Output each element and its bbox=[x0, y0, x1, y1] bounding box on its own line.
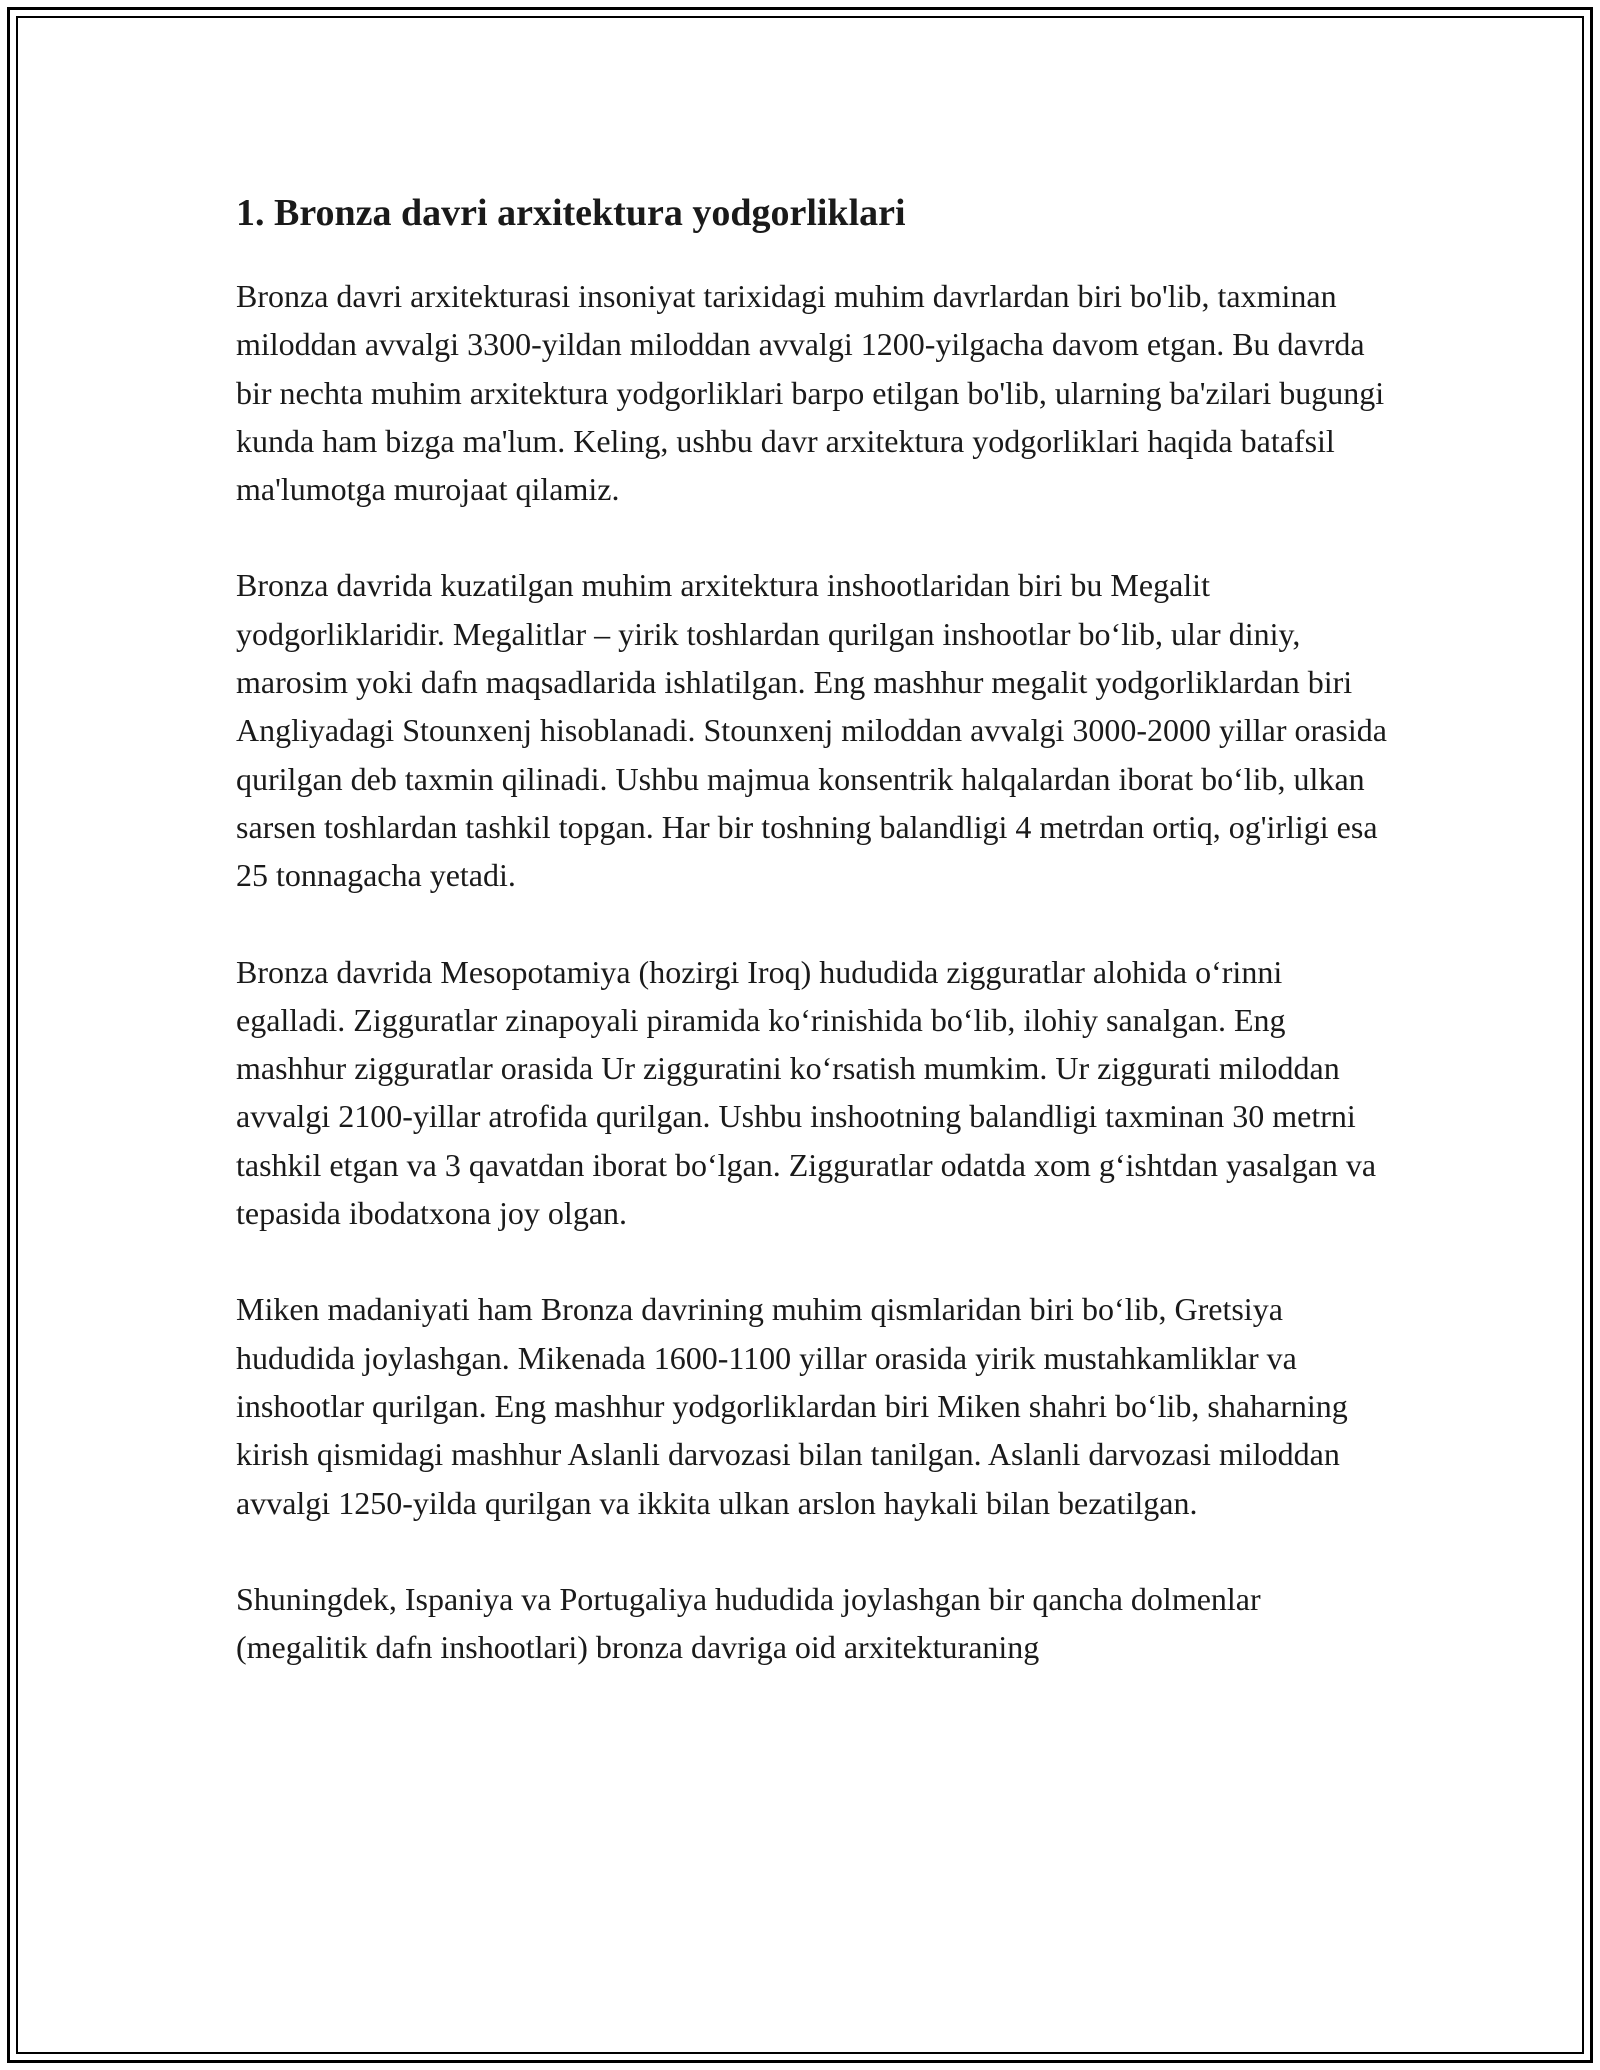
paragraph-intro: Bronza davri arxitekturasi insoniyat tarixidagi muhim davrlardan biri bo'lib, taxminan miloddan avvalgi 3300-yildan miloddan avvalgi 1200-yilgacha davom etgan. Bu davrda bir nechta muhim arxitektura yodgorliklari barpo etilgan bo'lib, ularning ba'zilari bugungi kunda ham bizga ma'lum. Keling, ushbu davr arxitektura yodgorliklari haqida batafsil ma'lumotga murojaat qilamiz. bbox=[236, 278, 1385, 508]
document-body bbox=[236, 188, 1396, 1719]
paragraph-mycenae: Miken madaniyati ham Bronza davrining muhim qismlaridan biri bo‘lib, Gretsiya hududida joylashgan. Mikenada 1600-1100 yillar orasida yirik mustahkamliklar va inshootlar qurilgan. Eng mashhur yodgorliklardan biri Miken shahri bo‘lib, shaharning kirish qismidagi mashhur Aslanli darvozasi bilan tanilgan. Aslanli darvozasi miloddan avvalgi 1250-yilda qurilgan va ikkita ulkan arslon haykali bilan bezatilgan. bbox=[236, 1291, 1348, 1521]
section-heading: 1. Bronza davri arxitektura yodgorliklari bbox=[236, 192, 906, 234]
paragraph-dolmens: Shuningdek, Ispaniya va Portugaliya hududida joylashgan bir qancha dolmenlar (megalitik dafn inshootlari) bronza davriga oid arxitekturaning bbox=[236, 1580, 1261, 1666]
paragraph-megaliths: Bronza davrida kuzatilgan muhim arxitektura inshootlaridan biri bu Megalit yodgorliklaridir. Megalitlar – yirik toshlardan qurilgan inshootlar bo‘lib, ular diniy, marosim yoki dafn maqsadlarida ishlatilgan. Eng mashhur megalit yodgorliklardan biri Angliyadagi Stounxenj hisoblanadi. Stounxenj miloddan avvalgi 3000-2000 yillar orasida qurilgan deb taxmin qilinadi. Ushbu majmua konsentrik halqalardan iborat bo‘lib, ulkan sarsen toshlardan tashkil topgan. Har bir toshning balandligi 4 metrdan ortiq, og'irligi esa 25 tonnagacha yetadi. bbox=[236, 567, 1387, 894]
paragraph-ziggurats: Bronza davrida Mesopotamiya (hozirgi Iroq) hududida zigguratlar alohida o‘rinni egalladi. Zigguratlar zinapoyali piramida ko‘rinishida bo‘lib, ilohiy sanalgan. Eng mashhur zigguratlar orasida Ur zigguratini ko‘rsatish mumkim. Ur ziggurati miloddan avvalgi 2100-yillar atrofida qurilgan. Ushbu inshootning balandligi taxminan 30 metrni tashkil etgan va 3 qavatdan iborat bo‘lgan. Zigguratlar odatda xom g‘ishtdan yasalgan va tepasida ibodatxona joy olgan. bbox=[236, 953, 1377, 1232]
